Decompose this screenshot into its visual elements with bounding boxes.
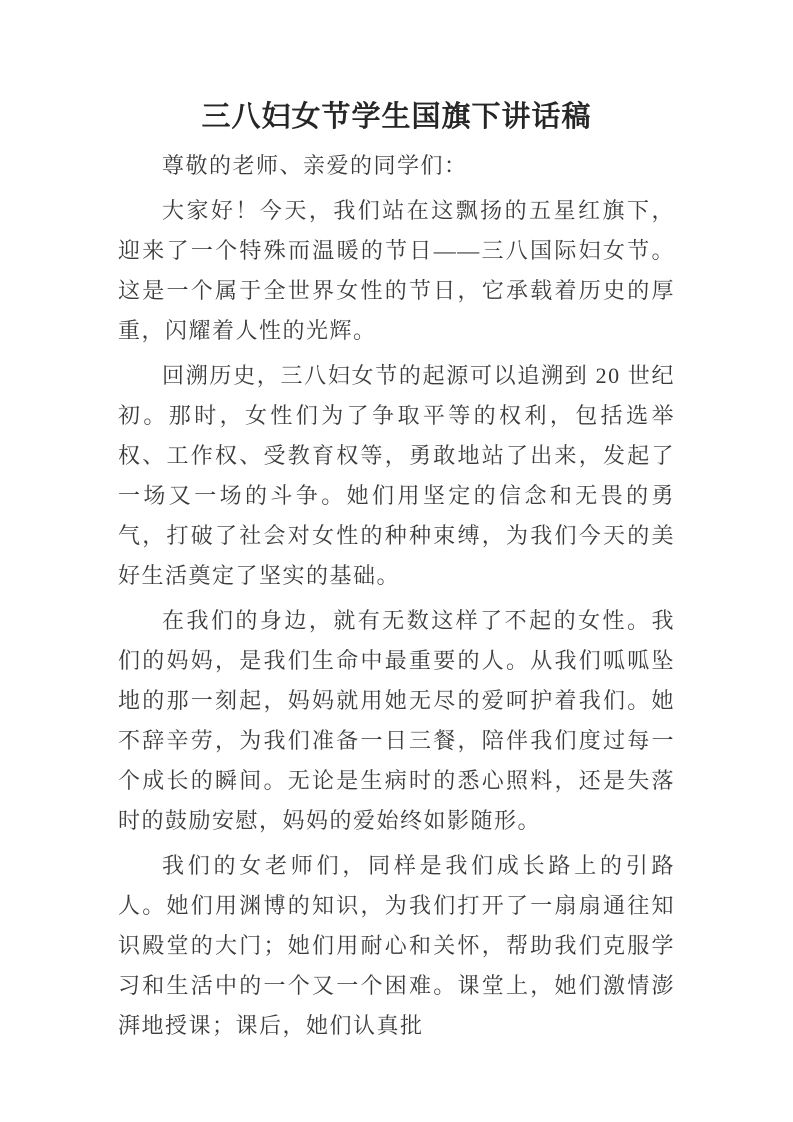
salutation-line: 尊敬的老师、亲爱的同学们：	[162, 153, 468, 178]
body-paragraph: 在我们的身边，就有无数这样了不起的女性。我们的妈妈，是我们生命中最重要的人。从我们呱呱坠地的那一刻起，妈妈就用她无尽的爱呵护着我们。她不辞辛劳，为我们准备一日三餐，陪伴我们度过每一个成长的瞬间。无论是生病时的悉心照料，还是失落时的鼓励安慰，妈妈的爱始终如影随形。	[118, 608, 675, 833]
body-paragraph: 回溯历史，三八妇女节的起源可以追溯到 20 世纪初。那时，女性们为了争取平等的权利，包括选举权、工作权、受教育权等，勇敢地站了出来，发起了一场又一场的斗争。她们用坚定的信念和无畏的勇气，打破了社会对女性的种种束缚，为我们今天的美好生活奠定了坚实的基础。	[118, 363, 675, 588]
body-paragraph: 我们的女老师们，同样是我们成长路上的引路人。她们用渊博的知识，为我们打开了一扇扇通往知识殿堂的大门；她们用耐心和关怀，帮助我们克服学习和生活中的一个又一个困难。课堂上，她们激情澎湃地授课；课后，她们认真批	[118, 853, 675, 1038]
document-title: 三八妇女节学生国旗下讲话稿	[201, 101, 592, 133]
body-paragraph: 大家好！今天，我们站在这飘扬的五星红旗下，迎来了一个特殊而温暖的节日——三八国际妇女节。这是一个属于全世界女性的节日，它承载着历史的厚重，闪耀着人性的光辉。	[118, 198, 675, 343]
